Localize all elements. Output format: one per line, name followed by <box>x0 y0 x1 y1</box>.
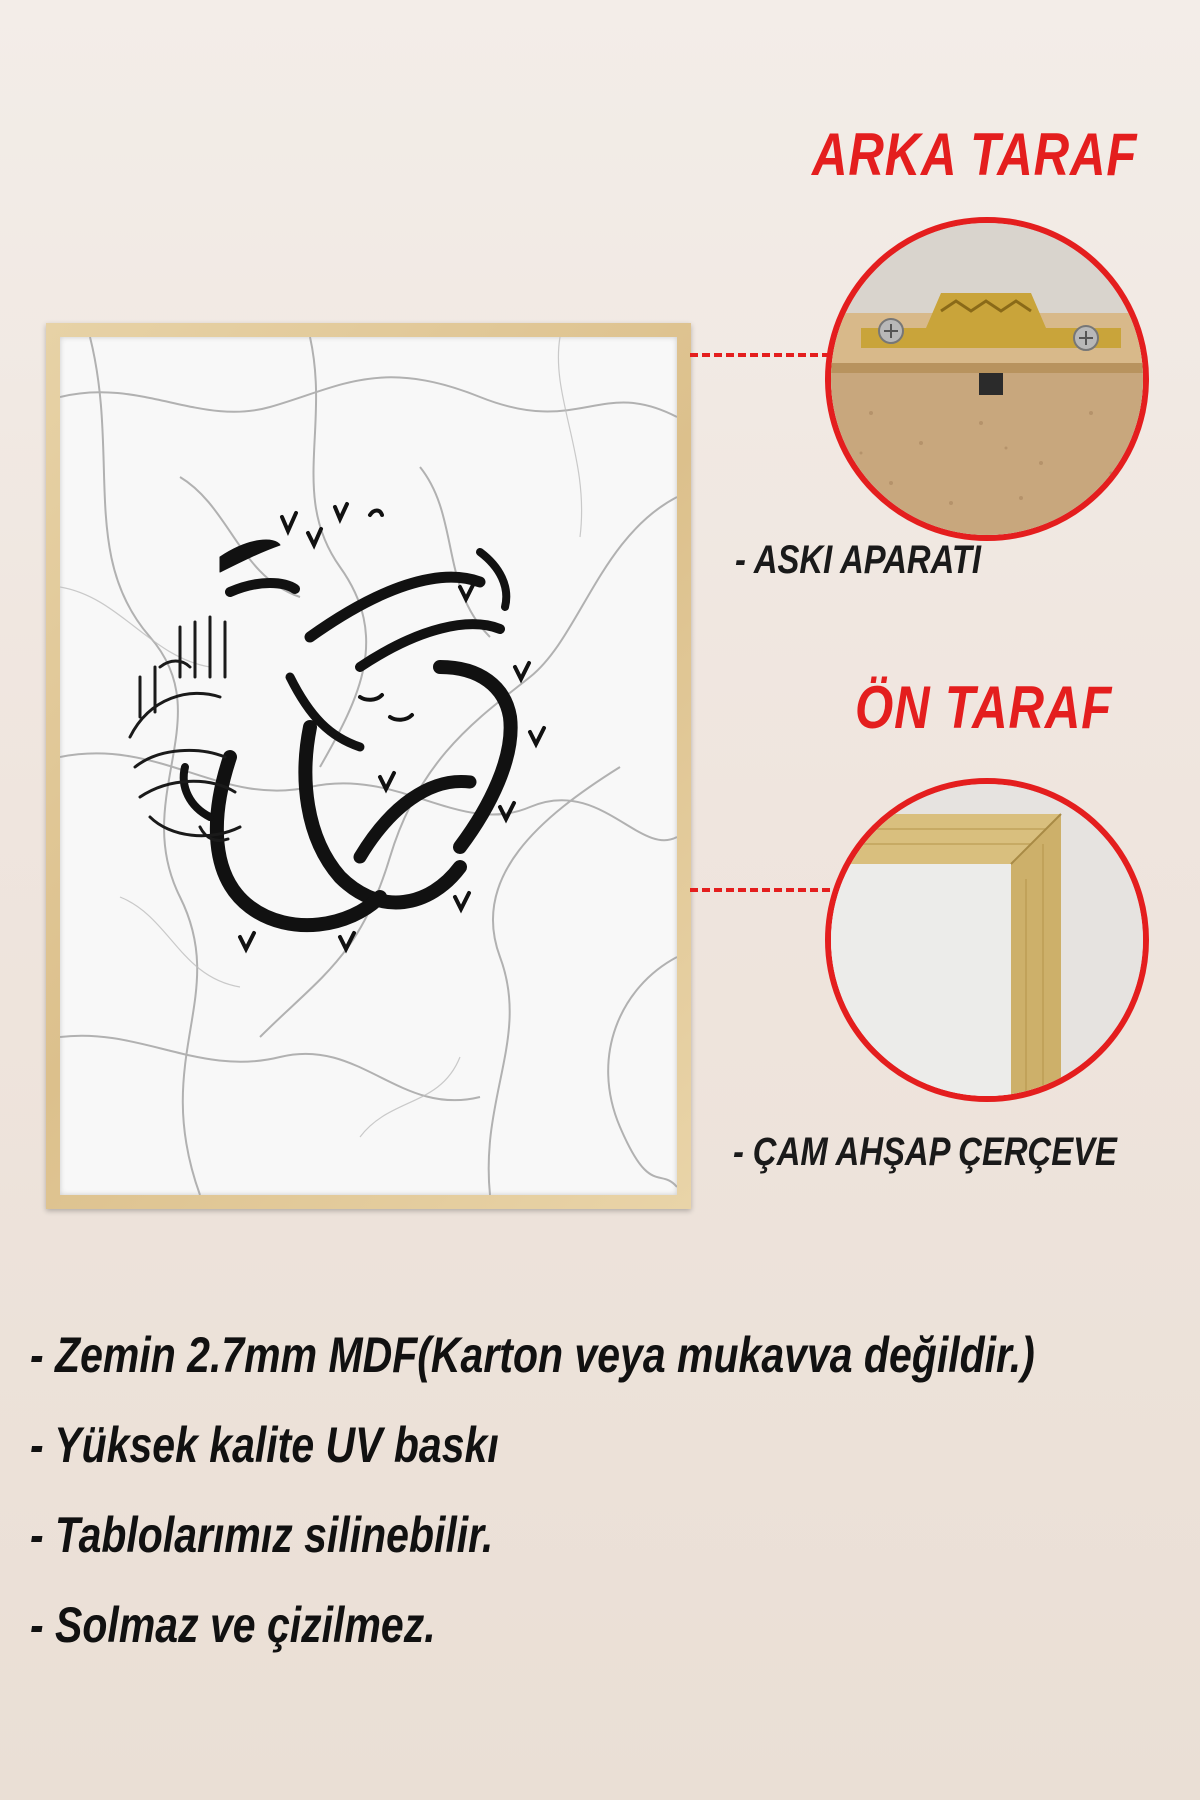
front-side-connector <box>690 888 830 892</box>
artwork-canvas <box>60 337 677 1195</box>
back-side-label: - ASKI APARATI <box>735 538 981 582</box>
back-side-detail-circle <box>825 217 1149 541</box>
front-side-detail-circle <box>825 778 1149 1102</box>
feature-item-print: - Yüksek kalite UV baskı <box>30 1417 499 1473</box>
framed-artwork <box>46 323 691 1209</box>
front-side-title: ÖN TARAF <box>855 674 1113 741</box>
pine-frame-corner-photo <box>831 784 1143 1096</box>
feature-list <box>30 1310 1180 1670</box>
feature-item-material: - Zemin 2.7mm MDF(Karton veya mukavva değildir.) <box>30 1327 1035 1383</box>
hanger-bracket-photo <box>831 223 1143 535</box>
feature-item-durable: - Solmaz ve çizilmez. <box>30 1597 436 1653</box>
back-side-title: ARKA TARAF <box>812 121 1138 188</box>
front-side-label: - ÇAM AHŞAP ÇERÇEVE <box>733 1130 1117 1174</box>
calligraphy-artwork-image <box>60 337 677 1195</box>
back-side-connector <box>690 353 830 357</box>
feature-item-cleanable: - Tablolarımız silinebilir. <box>30 1507 494 1563</box>
